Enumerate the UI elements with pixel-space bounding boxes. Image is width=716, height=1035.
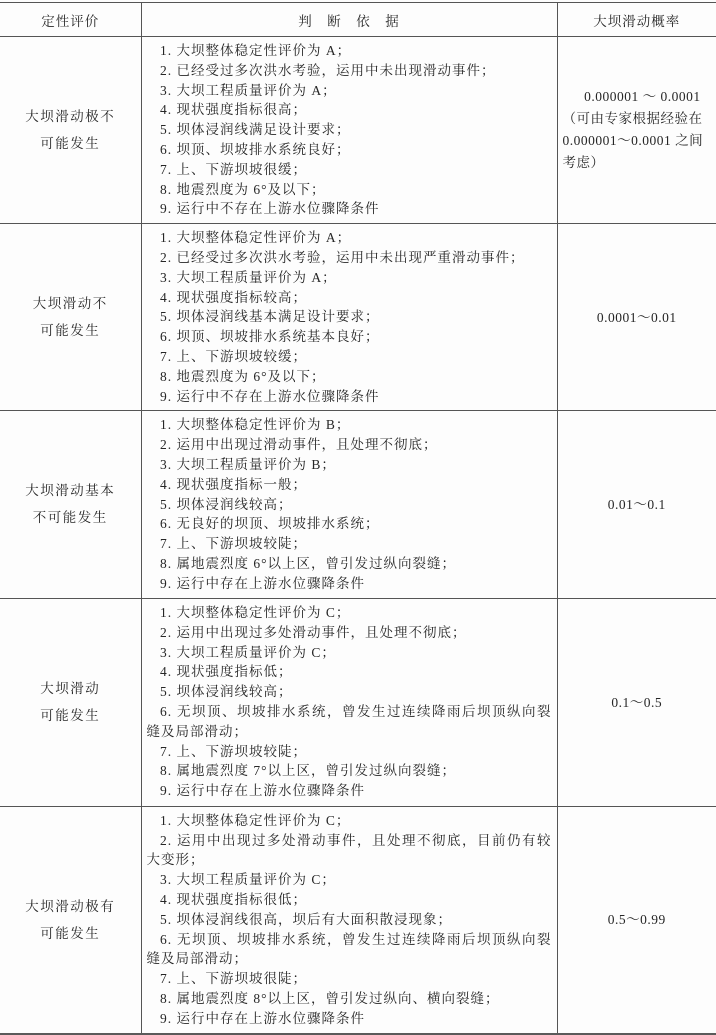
criteria-cell [141, 806, 557, 1034]
criteria-item: 2. 运用中出现过滑动事件，且处理不彻底； [147, 435, 552, 455]
criteria-item: 6. 坝顶、坝坡排水系统良好； [147, 140, 552, 160]
table-row [0, 224, 716, 411]
criteria-item: 6. 无坝顶、坝坡排水系统，曾发生过连续降雨后坝顶纵向裂缝及局部滑动； [147, 930, 552, 970]
criteria-item: 5. 坝体浸润线基本满足设计要求； [147, 307, 552, 327]
evaluation-cell [0, 806, 141, 1034]
criteria-cell [141, 411, 557, 598]
criteria-item: 8. 地震烈度为 6°及以下； [147, 367, 552, 387]
criteria-item: 9. 运行中不存在上游水位骤降条件 [147, 387, 552, 407]
criteria-item: 6. 无坝顶、坝坡排水系统，曾发生过连续降雨后坝顶纵向裂缝及局部滑动； [147, 702, 552, 742]
criteria-item: 9. 运行中不存在上游水位骤降条件 [147, 199, 552, 219]
evaluation-line: 大坝滑动基本 [0, 477, 141, 504]
col-header-sliding-probability: 大坝滑动概率 [557, 3, 716, 37]
criteria-item: 2. 已经受过多次洪水考验，运用中未出现严重滑动事件； [147, 248, 552, 268]
probability-cell [557, 37, 716, 224]
criteria-cell [141, 37, 557, 224]
table-row [0, 806, 716, 1034]
criteria-item: 5. 坝体浸润线较高； [147, 495, 552, 515]
criteria-item: 9. 运行中存在上游水位骤降条件 [147, 781, 552, 801]
criteria-item: 4. 现状强度指标一般； [147, 475, 552, 495]
evaluation-cell [0, 411, 141, 598]
probability-value: 0.1～0.5 [611, 695, 662, 710]
evaluation-line: 大坝滑动不 [0, 290, 141, 317]
criteria-item: 8. 属地震烈度 7°以上区，曾引发过纵向裂缝； [147, 761, 552, 781]
criteria-item: 3. 大坝工程质量评价为 A； [147, 268, 552, 288]
criteria-item: 3. 大坝工程质量评价为 C； [147, 643, 552, 663]
dam-sliding-probability-table [0, 2, 716, 1035]
evaluation-cell [0, 598, 141, 806]
criteria-item: 7. 上、下游坝坡较缓； [147, 347, 552, 367]
criteria-item: 9. 运行中存在上游水位骤降条件 [147, 1009, 552, 1029]
evaluation-line: 大坝滑动 [0, 675, 141, 702]
criteria-item: 7. 上、下游坝坡很缓； [147, 160, 552, 180]
probability-note-line: （可由专家根据经验在 [563, 108, 712, 130]
criteria-item: 4. 现状强度指标较高； [147, 288, 552, 308]
criteria-item: 5. 坝体浸润线较高； [147, 682, 552, 702]
col-header-judgment-basis: 判 断 依 据 [141, 3, 557, 37]
evaluation-cell [0, 224, 141, 411]
criteria-item: 3. 大坝工程质量评价为 C； [147, 870, 552, 890]
criteria-item: 7. 上、下游坝坡较陡； [147, 534, 552, 554]
criteria-item: 1. 大坝整体稳定性评价为 A； [147, 41, 552, 61]
probability-value: 0.5～0.99 [608, 912, 666, 927]
criteria-item: 1. 大坝整体稳定性评价为 C； [147, 603, 552, 623]
criteria-item: 8. 属地震烈度 8°以上区，曾引发过纵向、横向裂缝； [147, 989, 552, 1009]
probability-cell [557, 411, 716, 598]
criteria-item: 4. 现状强度指标很高； [147, 100, 552, 120]
probability-note-line: 考虑） [563, 152, 712, 174]
criteria-item: 2. 已经受过多次洪水考验，运用中未出现滑动事件； [147, 61, 552, 81]
probability-value: 0.000001 ～ 0.0001 [563, 86, 712, 108]
probability-cell [557, 806, 716, 1034]
criteria-item: 7. 上、下游坝坡较陡； [147, 742, 552, 762]
probability-cell [557, 598, 716, 806]
criteria-item: 3. 大坝工程质量评价为 B； [147, 455, 552, 475]
evaluation-line: 可能发生 [0, 702, 141, 729]
criteria-cell [141, 224, 557, 411]
probability-note [558, 86, 716, 174]
table-row [0, 411, 716, 598]
col-header-qualitative-evaluation: 定性评价 [0, 3, 141, 37]
table-row [0, 598, 716, 806]
criteria-item: 4. 现状强度指标很低； [147, 890, 552, 910]
probability-value: 0.01～0.1 [608, 497, 666, 512]
criteria-item: 1. 大坝整体稳定性评价为 B； [147, 415, 552, 435]
criteria-item: 9. 运行中存在上游水位骤降条件 [147, 574, 552, 594]
criteria-item: 1. 大坝整体稳定性评价为 C； [147, 811, 552, 831]
evaluation-line: 不可能发生 [0, 504, 141, 531]
probability-value: 0.0001～0.01 [597, 310, 677, 325]
criteria-item: 6. 坝顶、坝坡排水系统基本良好； [147, 327, 552, 347]
criteria-item: 5. 坝体浸润线很高，坝后有大面积散浸现象； [147, 910, 552, 930]
probability-cell [557, 224, 716, 411]
evaluation-line: 大坝滑动极不 [0, 103, 141, 130]
criteria-item: 3. 大坝工程质量评价为 A； [147, 81, 552, 101]
criteria-cell [141, 598, 557, 806]
criteria-item: 5. 坝体浸润线满足设计要求； [147, 120, 552, 140]
criteria-item: 4. 现状强度指标低； [147, 662, 552, 682]
table-header-row [0, 3, 716, 37]
table-row [0, 37, 716, 224]
probability-note-line: 0.000001～0.0001 之间 [563, 130, 712, 152]
criteria-item: 2. 运用中出现过多处滑动事件，且处理不彻底； [147, 623, 552, 643]
evaluation-line: 可能发生 [0, 920, 141, 947]
evaluation-line: 大坝滑动极有 [0, 893, 141, 920]
criteria-item: 1. 大坝整体稳定性评价为 A； [147, 228, 552, 248]
evaluation-cell [0, 37, 141, 224]
evaluation-line: 可能发生 [0, 317, 141, 344]
criteria-item: 7. 上、下游坝坡很陡； [147, 969, 552, 989]
evaluation-line: 可能发生 [0, 130, 141, 157]
criteria-item: 6. 无良好的坝顶、坝坡排水系统； [147, 514, 552, 534]
criteria-item: 8. 地震烈度为 6°及以下； [147, 180, 552, 200]
criteria-item: 8. 属地震烈度 6°以上区，曾引发过纵向裂缝； [147, 554, 552, 574]
criteria-item: 2. 运用中出现过多处滑动事件，且处理不彻底，目前仍有较大变形； [147, 831, 552, 871]
